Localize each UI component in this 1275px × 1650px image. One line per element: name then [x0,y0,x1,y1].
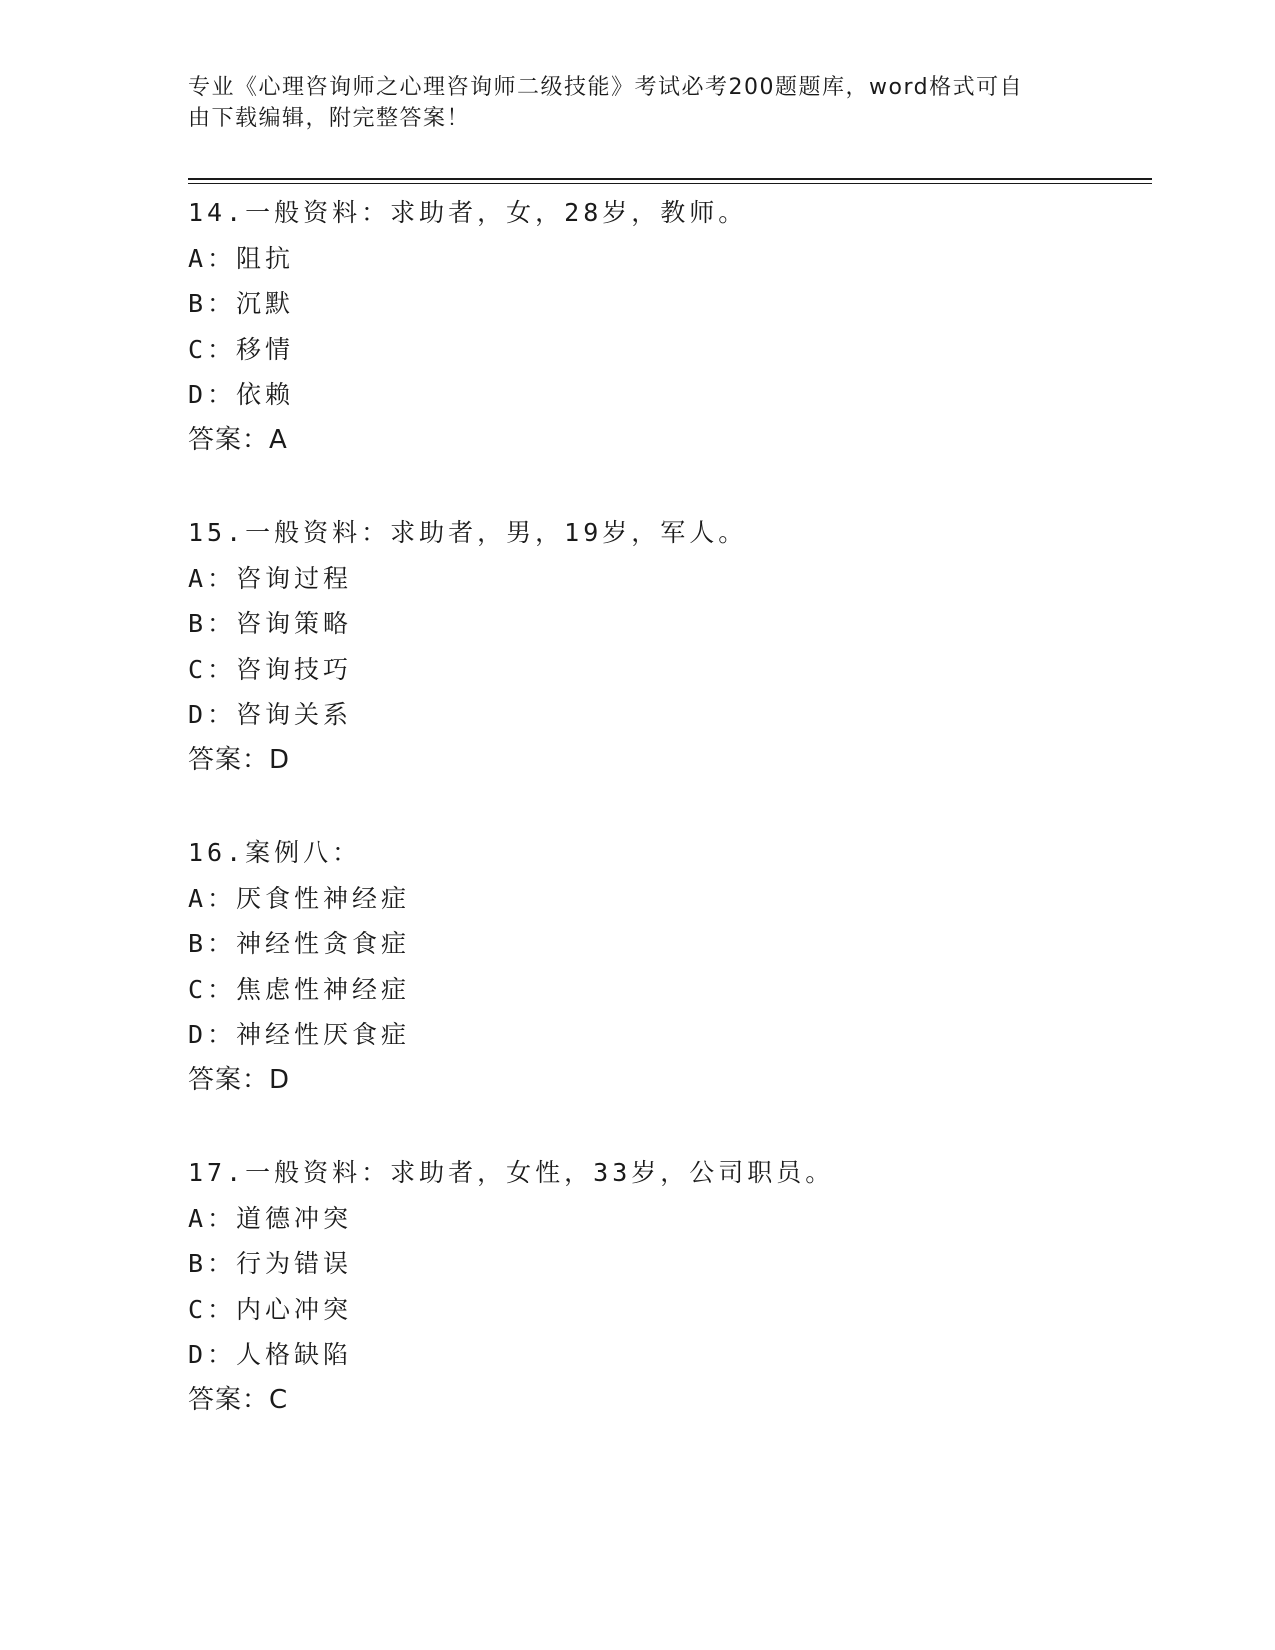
option-b: B：行为错误 [188,1249,353,1279]
option-d: D：神经性厌食症 [188,1020,411,1050]
question-17 [188,1150,1152,1470]
answer-text: 答案：A [188,424,288,455]
answer-text: 答案：D [188,1064,291,1095]
option-a: A：咨询过程 [188,563,353,593]
question-14 [188,190,1152,510]
option-b: B：神经性贪食症 [188,929,411,959]
answer-text: 答案：D [188,744,291,775]
question-stem: 17.一般资料：求助者，女性，33岁，公司职员。 [188,1158,835,1187]
question-stem: 16.案例八： [188,838,362,867]
option-d: D：咨询关系 [188,700,353,730]
header-line-2: 由下载编辑，附完整答案！ [188,106,471,131]
question-stem: 15.一般资料：求助者，男，19岁，军人。 [188,518,748,547]
document-header [188,72,1068,134]
question-stem: 14.一般资料：求助者，女，28岁，教师。 [188,198,748,227]
option-c: C：焦虑性神经症 [188,974,411,1004]
option-c: C：移情 [188,334,295,364]
option-b: B：沉默 [188,289,295,319]
question-15 [188,510,1152,830]
option-d: D：人格缺陷 [188,1340,353,1370]
header-divider-thick [188,178,1152,180]
question-16 [188,830,1152,1150]
option-d: D：依赖 [188,380,295,410]
header-line-1: 专业《心理咨询师之心理咨询师二级技能》考试必考200题题库，word格式可自 [188,75,1024,100]
answer-text: 答案：C [188,1384,289,1415]
option-b: B：咨询策略 [188,609,353,639]
header-divider-thin [188,183,1152,184]
option-c: C：咨询技巧 [188,654,353,684]
option-a: A：道德冲突 [188,1203,353,1233]
option-a: A：阻抗 [188,243,295,273]
question-list [188,190,1152,1470]
option-c: C：内心冲突 [188,1294,353,1324]
option-a: A：厌食性神经症 [188,883,411,913]
